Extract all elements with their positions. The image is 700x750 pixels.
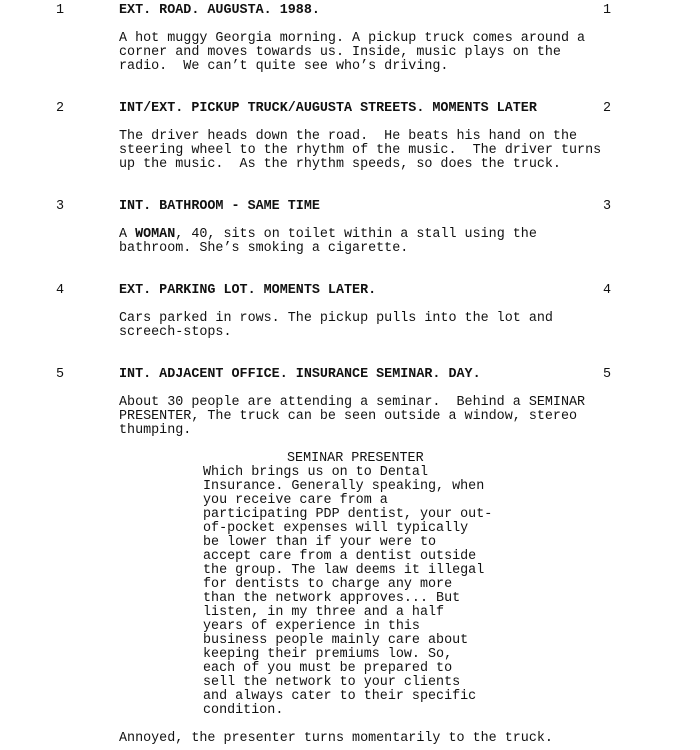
dialogue-line: business people mainly care about — [203, 633, 469, 648]
action-rest: , 40, sits on toilet within a stall using the — [175, 227, 537, 242]
dialogue-line: listen, in my three and a half — [203, 605, 445, 620]
dialogue-line: participating PDP dentist, your out- — [203, 507, 493, 522]
dialogue-line: be lower than if your were to — [203, 535, 437, 550]
character-name: SEMINAR PRESENTER — [287, 451, 424, 466]
scene-number-left: 5 — [56, 367, 65, 382]
action-line: Cars parked in rows. The pickup pulls into the lot and — [119, 311, 553, 326]
action-line: PRESENTER, The truck can be seen outside a window, stereo — [119, 409, 578, 424]
dialogue-line: for dentists to charge any more — [203, 577, 453, 592]
scene-number-right: 4 — [603, 283, 612, 298]
character-intro: WOMAN — [135, 227, 176, 242]
action-block — [119, 312, 619, 340]
dialogue-line: keeping their premiums low. So, — [203, 647, 453, 662]
action-line — [119, 228, 619, 242]
scene-number-left: 3 — [56, 199, 65, 214]
scene-number-right: 1 — [603, 3, 612, 18]
action-line: screech-stops. — [119, 325, 232, 340]
action-line: up the music. As the rhythm speeds, so does the truck. — [119, 157, 561, 172]
dialogue-line: of-pocket expenses will typically — [203, 521, 469, 536]
dialogue-line: Which brings us on to Dental — [203, 465, 428, 480]
dialogue-line: and always cater to their specific — [203, 689, 477, 704]
scene-number-right: 5 — [603, 367, 612, 382]
action-block — [119, 32, 619, 74]
dialogue-line: sell the network to your clients — [203, 675, 461, 690]
action-line: The driver heads down the road. He beats his hand on the — [119, 129, 578, 144]
scene-heading: INT/EXT. PICKUP TRUCK/AUGUSTA STREETS. MOMENTS LATER — [119, 101, 537, 116]
action-line: steering wheel to the rhythm of the music. The driver turns — [119, 143, 602, 158]
scene-number-right: 2 — [603, 101, 612, 116]
action-line: Annoyed, the presenter turns momentarily to the truck. — [119, 731, 553, 746]
action-line: About 30 people are attending a seminar. Behind a SEMINAR — [119, 395, 586, 410]
action-line: corner and moves towards us. Inside, music plays on the — [119, 45, 561, 60]
scene-number-left: 4 — [56, 283, 65, 298]
dialogue-line: accept care from a dentist outside — [203, 549, 477, 564]
dialogue-line: condition. — [203, 703, 284, 718]
dialogue-line: the group. The law deems it illegal — [203, 563, 485, 578]
action-block — [119, 396, 619, 438]
scene-heading: EXT. ROAD. AUGUSTA. 1988. — [119, 3, 320, 18]
scene-number-right: 3 — [603, 199, 612, 214]
action-line: bathroom. She’s smoking a cigarette. — [119, 241, 409, 256]
dialogue-line: each of you must be prepared to — [203, 661, 453, 676]
dialogue-line: Insurance. Generally speaking, when — [203, 479, 485, 494]
scene-number-left: 1 — [56, 3, 65, 18]
scene-heading: INT. ADJACENT OFFICE. INSURANCE SEMINAR. DAY. — [119, 367, 481, 382]
dialogue-line: than the network approves... But — [203, 591, 461, 606]
scene-heading: EXT. PARKING LOT. MOMENTS LATER. — [119, 283, 377, 298]
action-block — [119, 130, 619, 172]
scene-number-left: 2 — [56, 101, 65, 116]
action-line: thumping. — [119, 423, 192, 438]
dialogue-block — [203, 466, 523, 718]
action-block — [119, 732, 619, 746]
action-line: radio. We can’t quite see who’s driving. — [119, 59, 449, 74]
action-block — [119, 228, 619, 256]
scene-heading: INT. BATHROOM - SAME TIME — [119, 199, 320, 214]
action-line: A hot muggy Georgia morning. A pickup truck comes around a — [119, 31, 586, 46]
dialogue-line: years of experience in this — [203, 619, 420, 634]
dialogue-line: you receive care from a — [203, 493, 388, 508]
action-prefix: A — [119, 227, 136, 242]
